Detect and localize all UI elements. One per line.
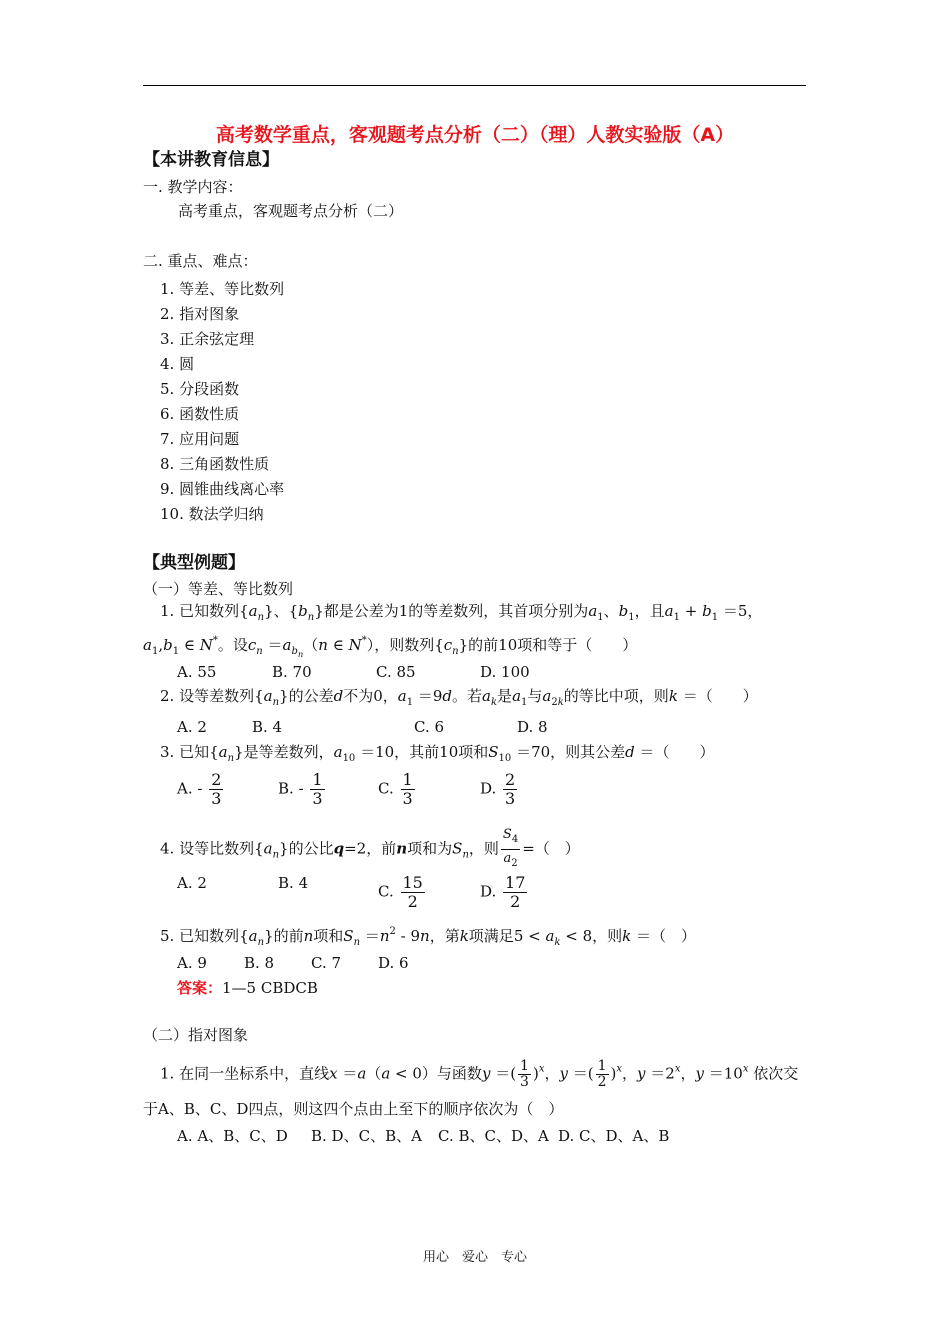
q3-option-a: A. - $\frac{2}{3}$ <box>177 770 222 808</box>
page-title: 高考数学重点，客观题考点分析（二）（理）人教实验版（A） <box>215 124 735 146</box>
q6-option: C. B、C、D、A <box>438 1127 549 1145</box>
q6-option: A. A、B、C、D <box>177 1127 288 1145</box>
key-point: 6. 函数性质 <box>160 405 240 423</box>
content-heading: 一. 教学内容： <box>143 178 243 196</box>
answer-line: 答案：1—5 CBDCB <box>177 979 318 997</box>
examples-header: 【典型例题】 <box>143 553 245 573</box>
part2-heading: （二）指对图象 <box>143 1026 249 1044</box>
q3-option-b: B. - $\frac{1}{3}$ <box>278 770 323 808</box>
q4-option-c: C. $\frac{15}{2}$ <box>378 873 423 911</box>
content-text: 高考重点，客观题考点分析（二） <box>178 202 404 220</box>
key-point: 9. 圆锥曲线离心率 <box>160 480 285 498</box>
key-point: 8. 三角函数性质 <box>160 455 270 473</box>
q1-option: D. 100 <box>480 663 530 681</box>
q6-option: D. C、D、A、B <box>558 1127 670 1145</box>
q4-option-a: A. 2 <box>177 874 207 892</box>
q5-option: D. 6 <box>378 954 409 972</box>
q3-option-d: D. $\frac{2}{3}$ <box>480 770 516 808</box>
q1-line2: $a_1,b_1$ ∈ N*。设$c_n =a_{b_n}(n$ ∈ N*），则数列$\{c_n\}$的前10项和等于（ ） <box>143 635 638 659</box>
q6-option: B. D、C、B、A <box>311 1127 422 1145</box>
q1-option: C. 85 <box>376 663 416 681</box>
q4-option-d: D. $\frac{17}{2}$ <box>480 873 526 911</box>
q3-option-c: C. $\frac{1}{3}$ <box>378 770 413 808</box>
key-heading: 二. 重点、难点： <box>143 252 258 270</box>
q5-option: B. 8 <box>244 954 275 972</box>
part1-heading: （一）等差、等比数列 <box>143 580 294 598</box>
key-point: 7. 应用问题 <box>160 430 240 448</box>
q1-line1: 1. 已知数列$\{a_n\}$、$\{b_n\}$都是公差为1的等差数列，其首项分别为$a_1$、$b_1$，且$a_1 + b_1 =5$， <box>160 602 763 623</box>
key-point: 4. 圆 <box>160 355 195 373</box>
q4-option-b: B. 4 <box>278 874 309 892</box>
key-point: 10. 数法学归纳 <box>160 505 264 523</box>
q3-line: 3. 已知$\{a_n\}$是等差数列，$a_{10} =10$，其前10项和$S_{10} =70$，则其公差d ＝（ ） <box>160 743 715 764</box>
q2-option: D. 8 <box>517 718 548 736</box>
q4-line: 4. 设等比数列$\{a_n\}$的公比q=2，前n项和为$S_n$，则 $\frac{S_4}{a_2}$ =（ ） <box>160 827 580 869</box>
q6-line1: 1. 在同一坐标系中，直线x ＝a（a < 0）与函数y ＝( $\frac{1}{3}$ )$^x$，y ＝( $\frac{1}{2}$ )$^x$，$y =2^x$，$y =10^x$ 依次交 <box>160 1058 799 1090</box>
q5-option: C. 7 <box>311 954 342 972</box>
q2-option: C. 6 <box>414 718 445 736</box>
key-point: 2. 指对图象 <box>160 305 240 323</box>
q2-option: A. 2 <box>177 718 207 736</box>
header-rule <box>143 85 806 86</box>
q2-line: 2. 设等差数列$\{a_n\}$的公差d不为0，$a_1 =9d$。若$a_k$是$a_1$与$a_{2k}$的等比中项，则k ＝（ ） <box>160 687 758 708</box>
key-point: 5. 分段函数 <box>160 380 240 398</box>
info-header: 【本讲教育信息】 <box>143 150 279 170</box>
q5-option: A. 9 <box>177 954 207 972</box>
q6-line2: 于A、B、C、D四点，则这四个点由上至下的顺序依次为（ ） <box>143 1100 564 1118</box>
q2-option: B. 4 <box>252 718 283 736</box>
key-point: 3. 正余弦定理 <box>160 330 255 348</box>
q5-line: 5. 已知数列$\{a_n\}$的前n项和$S_n =n^2 - 9n$，第k项满足$5 < a_k < 8$，则k ＝（ ） <box>160 926 697 948</box>
key-point: 1. 等差、等比数列 <box>160 280 285 298</box>
q1-option: B. 70 <box>272 663 312 681</box>
page-footer: 用心 爱心 专心 <box>422 1250 527 1265</box>
q1-option: A. 55 <box>177 663 217 681</box>
